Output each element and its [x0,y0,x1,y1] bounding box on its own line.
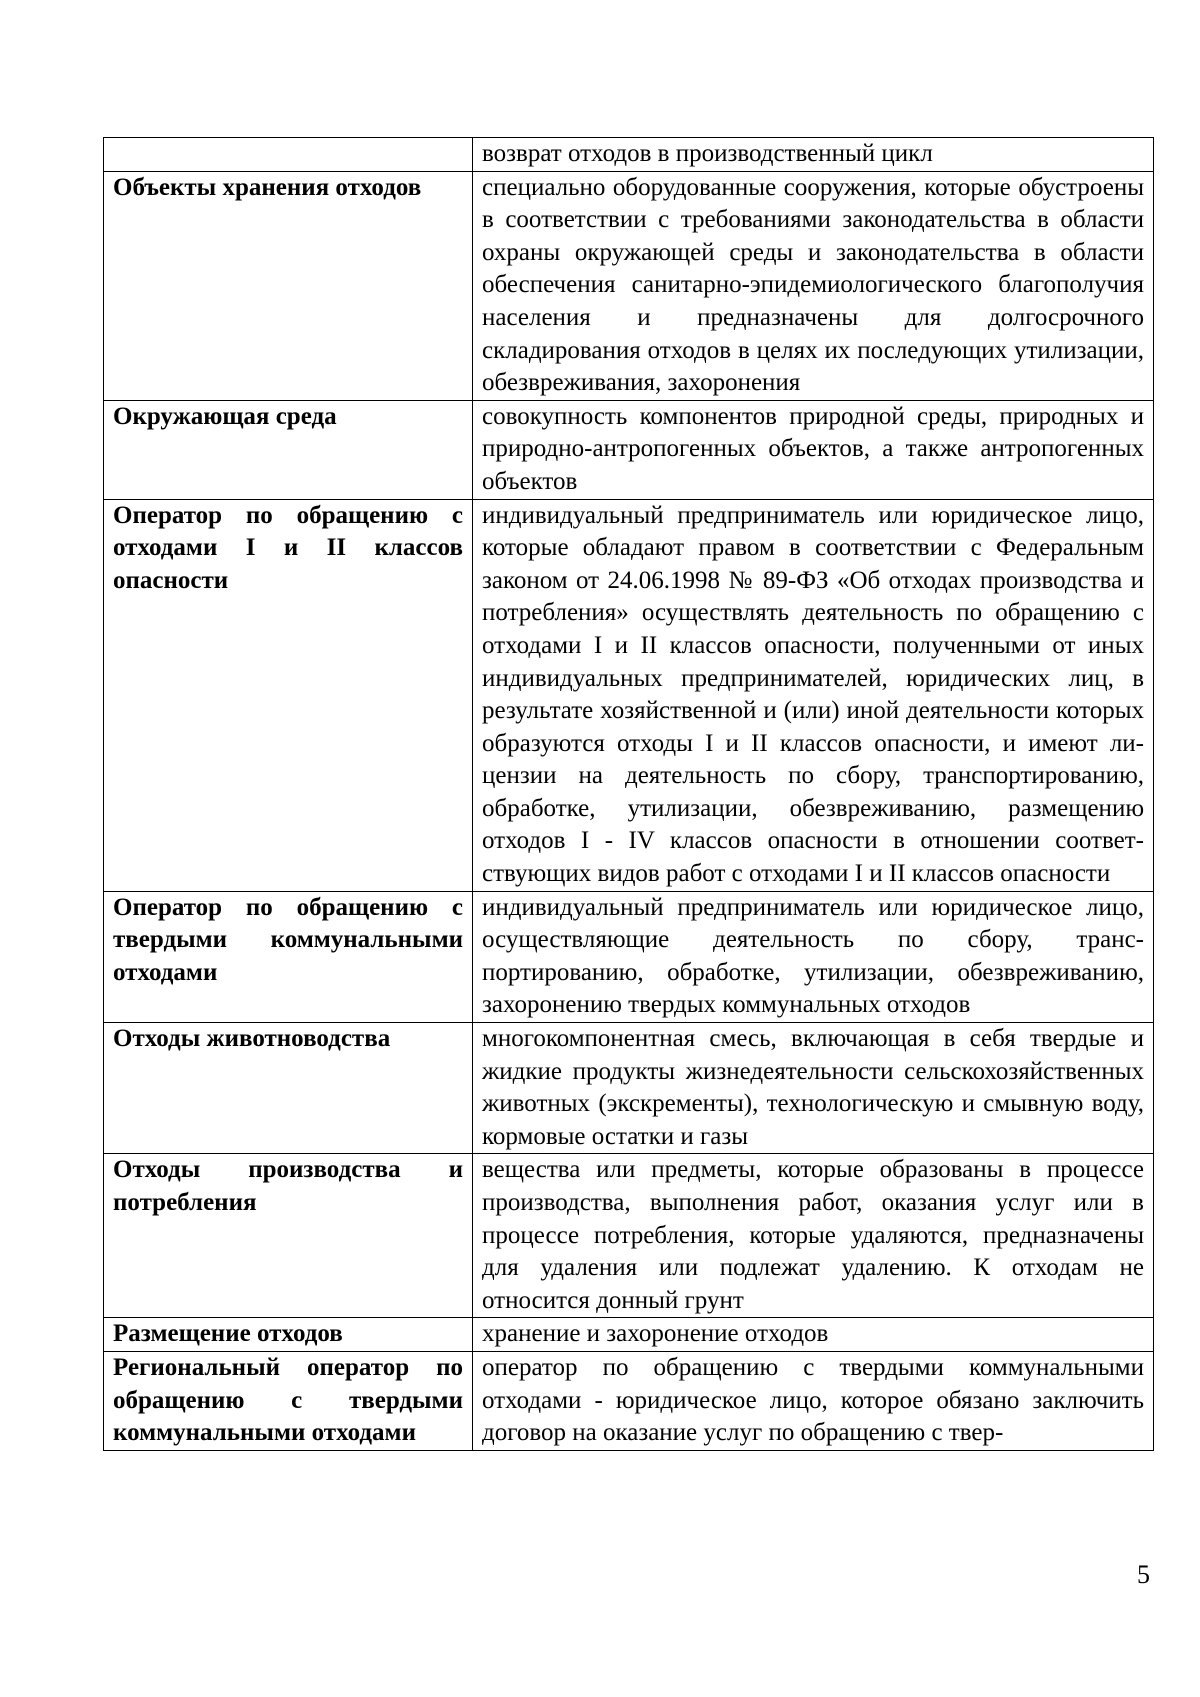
table-row [104,1154,1154,1318]
page-number: 5 [1137,1560,1150,1589]
term-cell: Размещение отходов [104,1318,473,1352]
term-cell: Оператор по обращению с твердыми коммунальными отходами [104,891,473,1022]
glossary-table [103,137,1154,1451]
definition-cell: возврат отходов в производственный цикл [473,138,1154,172]
glossary-body [104,138,1154,1451]
definition-cell: оператор по обращению с твердыми коммунальными отходами - юридическое лицо, которое обязано заключить договор на оказание услуг по обращению с твер- [473,1351,1154,1450]
definition-cell: хранение и захоронение отходов [473,1318,1154,1352]
definition-cell: вещества или предметы, которые образованы в процессе производства, выполнения работ, оказания услуг или в процессе потребления, которые удаляются, предназначены для удаления или подлежат удалению. К отходам не относится донный грунт [473,1154,1154,1318]
definition-cell: индивидуальный предприниматель или юридическое лицо, которые обладают правом в соответствии с Федеральным законом от 24.06.1998 № 89-ФЗ «Об отходах производства и потребления» осуществлять деятельность по обращению с отходами I и II классов опасности, полученными от иных индивидуальных предпринимателей, юридических лиц, в результате хозяйственной и (или) иной деятельности которых образуются отходы I и II классов опасности, и имеют лицензии на деятельность по сбору, транспортированию, обработке, утилизации, обезвреживанию, размещению отходов I - IV классов опасности в отношении соответствующих видов работ с отходами I и II классов опасности [473,499,1154,891]
definition-cell: совокупность компонентов природной среды, природных и природно-антропогенных объектов, а также антропогенных объектов [473,400,1154,499]
term-cell: Окружающая среда [104,400,473,499]
term-cell: Отходы производства и потребления [104,1154,473,1318]
term-cell: Объекты хранения отходов [104,171,473,400]
table-row [104,1351,1154,1450]
table-row [104,499,1154,891]
table-row [104,1023,1154,1154]
table-row [104,171,1154,400]
table-row [104,891,1154,1022]
term-cell: Оператор по обращению с отходами I и II классов опасности [104,499,473,891]
term-cell [104,138,473,172]
definition-cell: специально оборудованные сооружения, которые обустроены в соответствии с требованиями законодательства в области охраны окружающей среды и законодательства в области обеспечения санитарно-эпидемиологического благополучия населения и предназначены для долгосрочного складирования отходов в целях их последующих утилизации, обезвреживания, захоронения [473,171,1154,400]
table-row [104,138,1154,172]
table-row [104,1318,1154,1352]
term-cell: Региональный оператор по обращению с твердыми коммунальными отходами [104,1351,473,1450]
term-cell: Отходы животноводства [104,1023,473,1154]
table-row [104,400,1154,499]
definition-cell: многокомпонентная смесь, включающая в себя твердые и жидкие продукты жизнедеятельности сельскохозяйственных животных (экскременты), технологическую и смывную воду, кормовые остатки и газы [473,1023,1154,1154]
definition-cell: индивидуальный предприниматель или юридическое лицо, осуществляющие деятельность по сбору, транспортированию, обработке, утилизации, обезвреживанию, захоронению твердых коммунальных отходов [473,891,1154,1022]
